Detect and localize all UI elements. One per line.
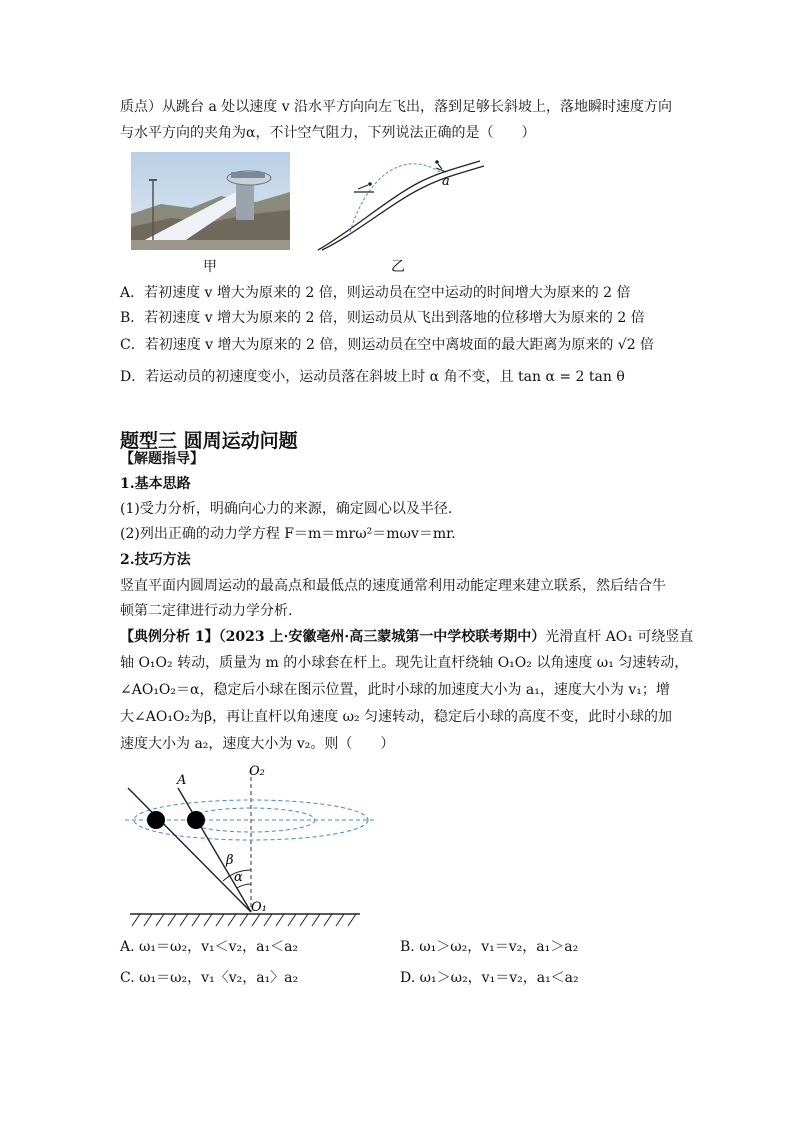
example-option-b: B. ω₁＞ω₂，v₁＝v₂，a₁＞a₂ <box>400 939 579 955</box>
example-line2: 轴 O₁O₂ 转动，质量为 m 的小球套在杆上。现先让直杆绕轴 O₁O₂ 以角速度 ω₁ 匀速转动， <box>120 655 689 671</box>
problem1-option-d: D．若运动员的初速度变小，运动员落在斜坡上时 α 角不变，且 tan α = 2 tan θ <box>120 369 625 385</box>
photo-caption: 甲 <box>203 259 217 275</box>
skill-line-2: 顿第二定律进行动力学分析. <box>120 603 293 619</box>
skier-flying-icon <box>354 182 374 192</box>
example-line1 <box>120 628 693 646</box>
section-title: 题型三 圆周运动问题 <box>120 430 298 452</box>
problem1-stem-line2: 与水平方向的夹角为α，不计空气阻力，下列说法正确的是（ ） <box>120 125 536 141</box>
example-option-c: C. ω₁＝ω₂，v₁〈v₂，a₁〉a₂ <box>120 970 299 986</box>
example-line4: 大∠AO₁O₂为β，再让直杆以角速度 ω₂ 匀速转动，稳定后小球的高度不变，此时小球的加 <box>120 709 673 725</box>
point-a-label: a <box>442 174 450 189</box>
axis-top-label: O₂ <box>249 764 265 779</box>
guide-label: 【解题指导】 <box>120 451 204 467</box>
rotating-rod-figure <box>120 760 380 930</box>
basic-point-1: (1)受力分析，明确向心力的来源，确定圆心以及半径. <box>120 501 453 517</box>
problem1-stem-line1: 质点）从跳台 a 处以速度 v 沿水平方向向左飞出，落到足够长斜坡上，落地瞬时速度方向 <box>120 99 673 115</box>
pivot-label: O₁ <box>251 900 267 915</box>
ball-position-alpha <box>187 811 205 829</box>
rod-end-label: A <box>177 773 187 788</box>
example-label: 【典例分析 1】 <box>120 629 219 645</box>
skier-start-icon <box>435 160 446 172</box>
skill-line-1: 竖直平面内圆周运动的最高点和最低点的速度通常利用动能定理来建立联系，然后结合牛 <box>120 578 666 594</box>
ski-jump-photo <box>131 152 290 250</box>
example-option-d: D. ω₁＞ω₂，v₁＝v₂，a₁＜a₂ <box>400 970 579 986</box>
example-source: （2023 上·安徽亳州·高三蒙城第一中学校联考期中） <box>218 629 546 645</box>
skill-heading: 2.技巧方法 <box>120 552 191 568</box>
example-line1-rest: 光滑直杆 AO₁ 可绕竖直 <box>545 629 694 645</box>
example-option-a: A. ω₁＝ω₂，v₁＜v₂，a₁＜a₂ <box>120 939 299 955</box>
angle-beta-label: β <box>226 853 234 868</box>
angle-alpha-label: α <box>234 870 243 885</box>
ball-position-beta <box>147 811 165 829</box>
problem1-option-c: C．若初速度 v 增大为原来的 2 倍，则运动员在空中离坡面的最大距离为原来的 √2 倍 <box>120 337 655 353</box>
basic-heading: 1.基本思路 <box>120 476 191 492</box>
problem1-option-a: A．若初速度 v 增大为原来的 2 倍，则运动员在空中运动的时间增大为原来的 2 倍 <box>120 285 631 301</box>
trajectory-diagram <box>310 152 490 252</box>
problem1-option-b: B．若初速度 v 增大为原来的 2 倍，则运动员从飞出到落地的位移增大为原来的 2 倍 <box>120 310 645 326</box>
example-line3: ∠AO₁O₂＝α，稳定后小球在图示位置，此时小球的加速度大小为 a₁，速度大小为 v₁；增 <box>120 682 670 698</box>
basic-point-2: (2)列出正确的动力学方程 F＝m＝mrω²＝mωv＝mr. <box>120 526 456 542</box>
diagram-caption: 乙 <box>391 259 405 275</box>
example-line5: 速度大小为 a₂，速度大小为 v₂。则（ ） <box>120 736 395 752</box>
